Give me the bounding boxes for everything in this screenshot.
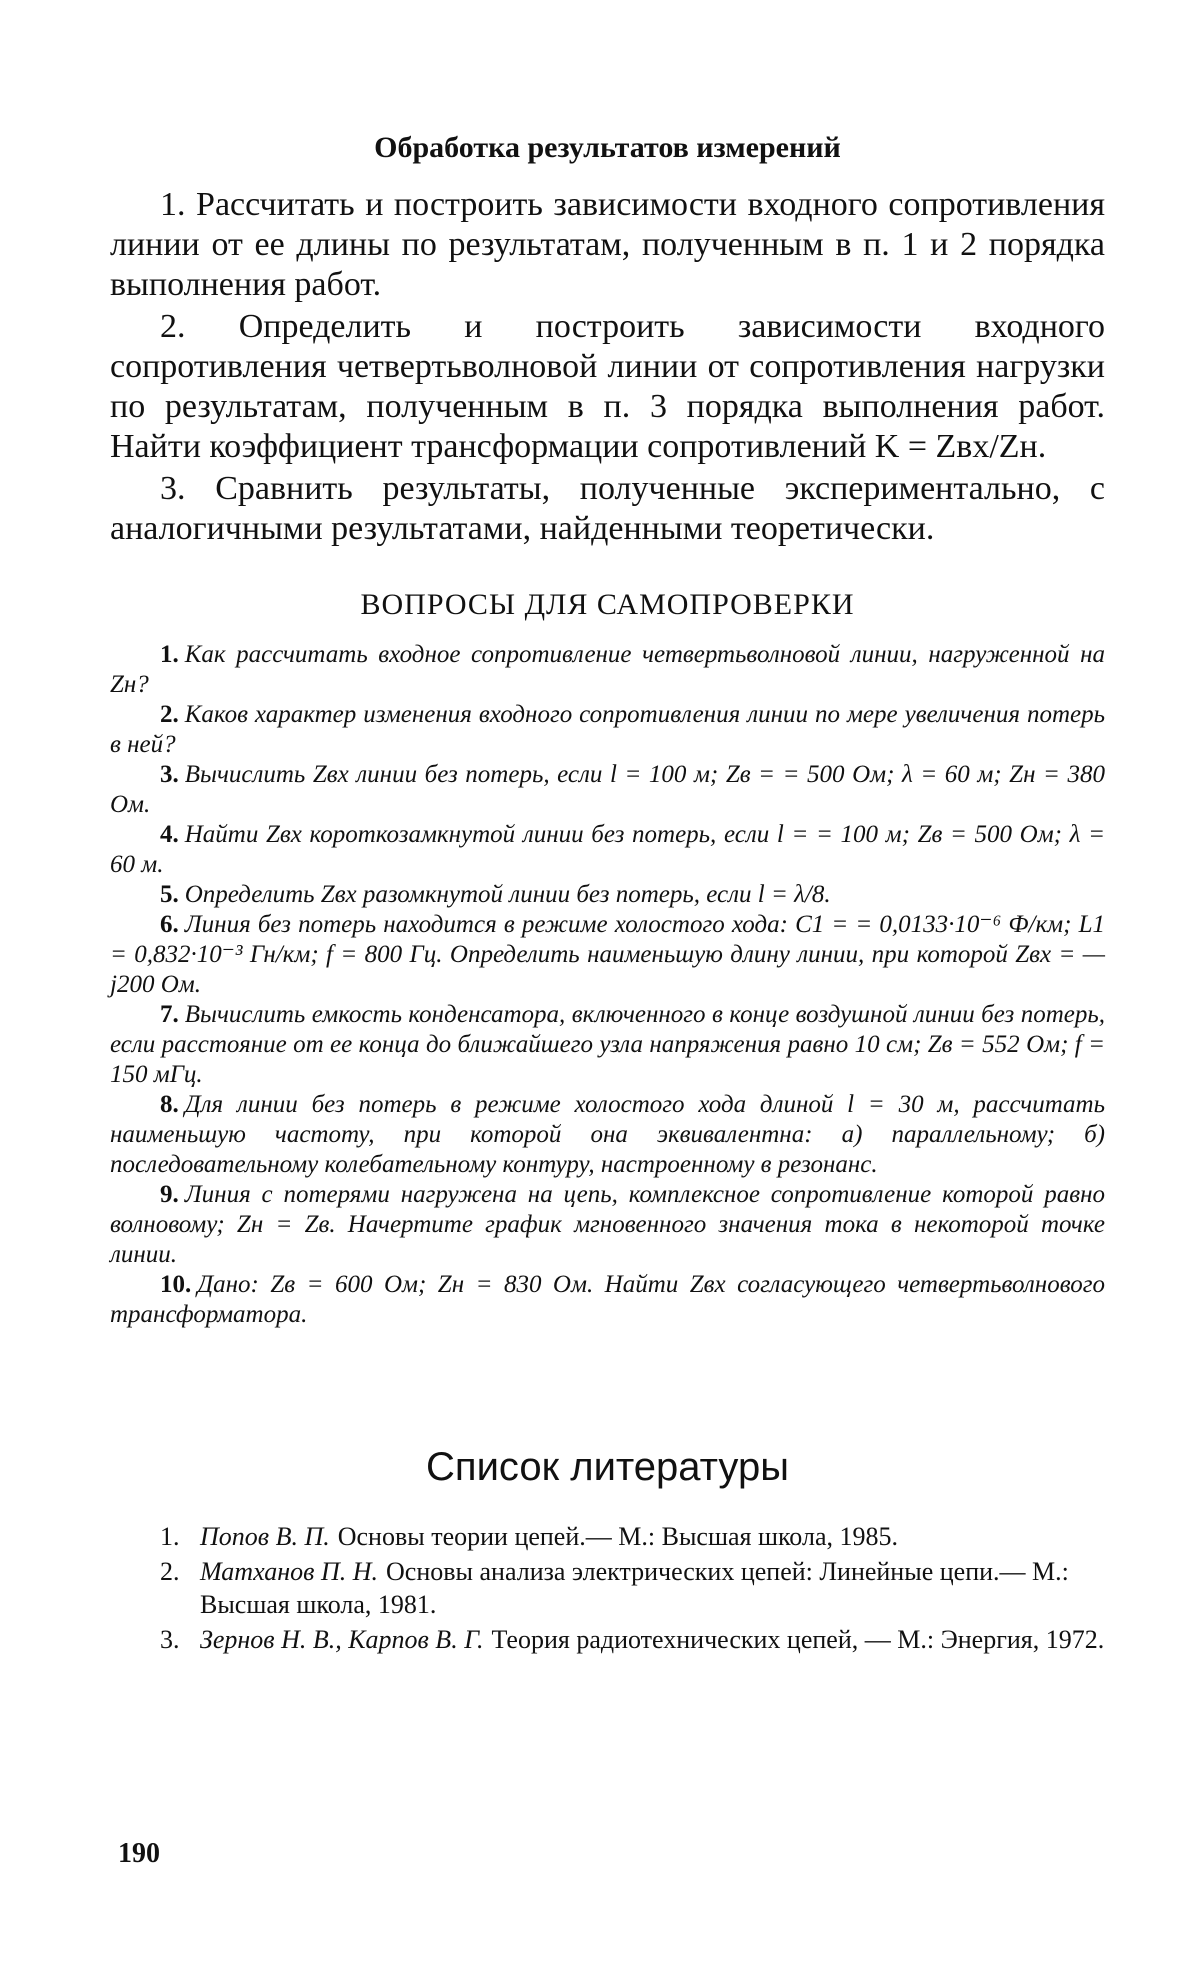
question-item — [110, 700, 1105, 760]
section-heading: Обработка результатов измерений — [374, 131, 841, 164]
question-number: 2. — [160, 701, 179, 728]
question-number: 6. — [160, 911, 179, 938]
question-item — [110, 1000, 1105, 1090]
reference-author: Зернов Н. В., Карпов В. Г. — [200, 1625, 484, 1654]
question-text: Как рассчитать входное сопротивление четвертьволновой линии, нагруженной на Zн? — [110, 641, 1105, 698]
task-item: 2. Определить и построить зависимости входного сопротивления четвертьволновой линии от сопротивления нагрузки по результатам, полученным в п. 3 порядка выполнения работ. Найти коэффициент трансформации сопротивлений K = Zвх/Zн. — [110, 308, 1105, 465]
question-text: Дано: Zв = 600 Ом; Zн = 830 Ом. Найти Zвх согласующего четвертьволнового трансформатора. — [110, 1271, 1105, 1328]
question-text: Линия без потерь находится в режиме холостого хода: C1 = = 0,0133·10⁻⁶ Ф/км; L1 = 0,832·10⁻³ Гн/км; f = 800 Гц. Определить наименьшую длину линии, при которой Zвх = — j200 Ом. — [110, 911, 1105, 998]
reference-text: Теория радиотехнических цепей, — М.: Энергия, 1972. — [491, 1625, 1105, 1654]
reference-list — [110, 1520, 1105, 1658]
question-item — [110, 910, 1105, 1000]
reference-item — [110, 1623, 1105, 1656]
reference-number: 1. — [160, 1522, 180, 1551]
task-item: 3. Сравнить результаты, полученные экспериментально, с аналогичными результатами, найденными теоретически. — [110, 470, 1105, 547]
question-item — [110, 820, 1105, 880]
question-number: 8. — [160, 1091, 179, 1118]
reference-author: Попов В. П. — [200, 1522, 330, 1551]
question-number: 3. — [160, 761, 179, 788]
question-text: Вычислить емкость конденсатора, включенного в конце воздушной линии без потерь, если расстояние от ее конца до ближайшего узла напряжения равно 10 см; Zв = 552 Ом; f = 150 мГц. — [110, 1001, 1105, 1088]
question-number: 1. — [160, 641, 179, 668]
question-text: Каков характер изменения входного сопротивления линии по мере увеличения потерь в ней? — [110, 701, 1105, 758]
question-number: 10. — [160, 1271, 192, 1298]
reference-number: 2. — [160, 1557, 180, 1586]
task-item: 1. Рассчитать и построить зависимости входного сопротивления линии от ее длины по результатам, полученным в п. 1 и 2 порядка выполнения работ. — [110, 186, 1105, 303]
question-number: 9. — [160, 1181, 179, 1208]
reference-text: Основы теории цепей.— М.: Высшая школа, 1985. — [337, 1522, 898, 1551]
questions-title: ВОПРОСЫ ДЛЯ САМОПРОВЕРКИ — [360, 588, 855, 621]
question-text: Для линии без потерь в режиме холостого хода длиной l = 30 м, рассчитать наименьшую частоту, при которой она эквивалентна: а) параллельному; б) последовательному колебательному контуру, настроенному в резонанс. — [110, 1091, 1105, 1178]
reference-number: 3. — [160, 1625, 180, 1654]
question-list — [110, 640, 1105, 1330]
question-item — [110, 1270, 1105, 1330]
task-list — [110, 185, 1105, 551]
question-text: Вычислить Zвх линии без потерь, если l = 100 м; Zв = = 500 Ом; λ = 60 м; Zн = 380 Ом. — [110, 761, 1105, 818]
reference-item — [110, 1520, 1105, 1553]
question-item — [110, 1090, 1105, 1180]
question-number: 4. — [160, 821, 179, 848]
question-text: Линия с потерями нагружена на цепь, комплексное сопротивление которой равно волновому; Zн = Zв. Начертите график мгновенного значения тока в некоторой точке линии. — [110, 1181, 1105, 1268]
question-number: 5. — [160, 881, 179, 908]
references-title: Список литературы — [426, 1445, 789, 1489]
question-item — [110, 760, 1105, 820]
question-number: 7. — [160, 1001, 179, 1028]
reference-text: Основы анализа электрических цепей: Линейные цепи.— М.: Высшая школа, 1981. — [200, 1557, 1069, 1619]
reference-item — [110, 1555, 1105, 1621]
reference-author: Матханов П. Н. — [200, 1557, 379, 1586]
page-number: 190 — [118, 1838, 160, 1869]
question-item — [110, 880, 1105, 910]
question-text: Определить Zвх разомкнутой линии без потерь, если l = λ/8. — [184, 881, 831, 908]
question-text: Найти Zвх короткозамкнутой линии без потерь, если l = = 100 м; Zв = 500 Ом; λ = 60 м. — [110, 821, 1105, 878]
question-item — [110, 640, 1105, 700]
question-item — [110, 1180, 1105, 1270]
